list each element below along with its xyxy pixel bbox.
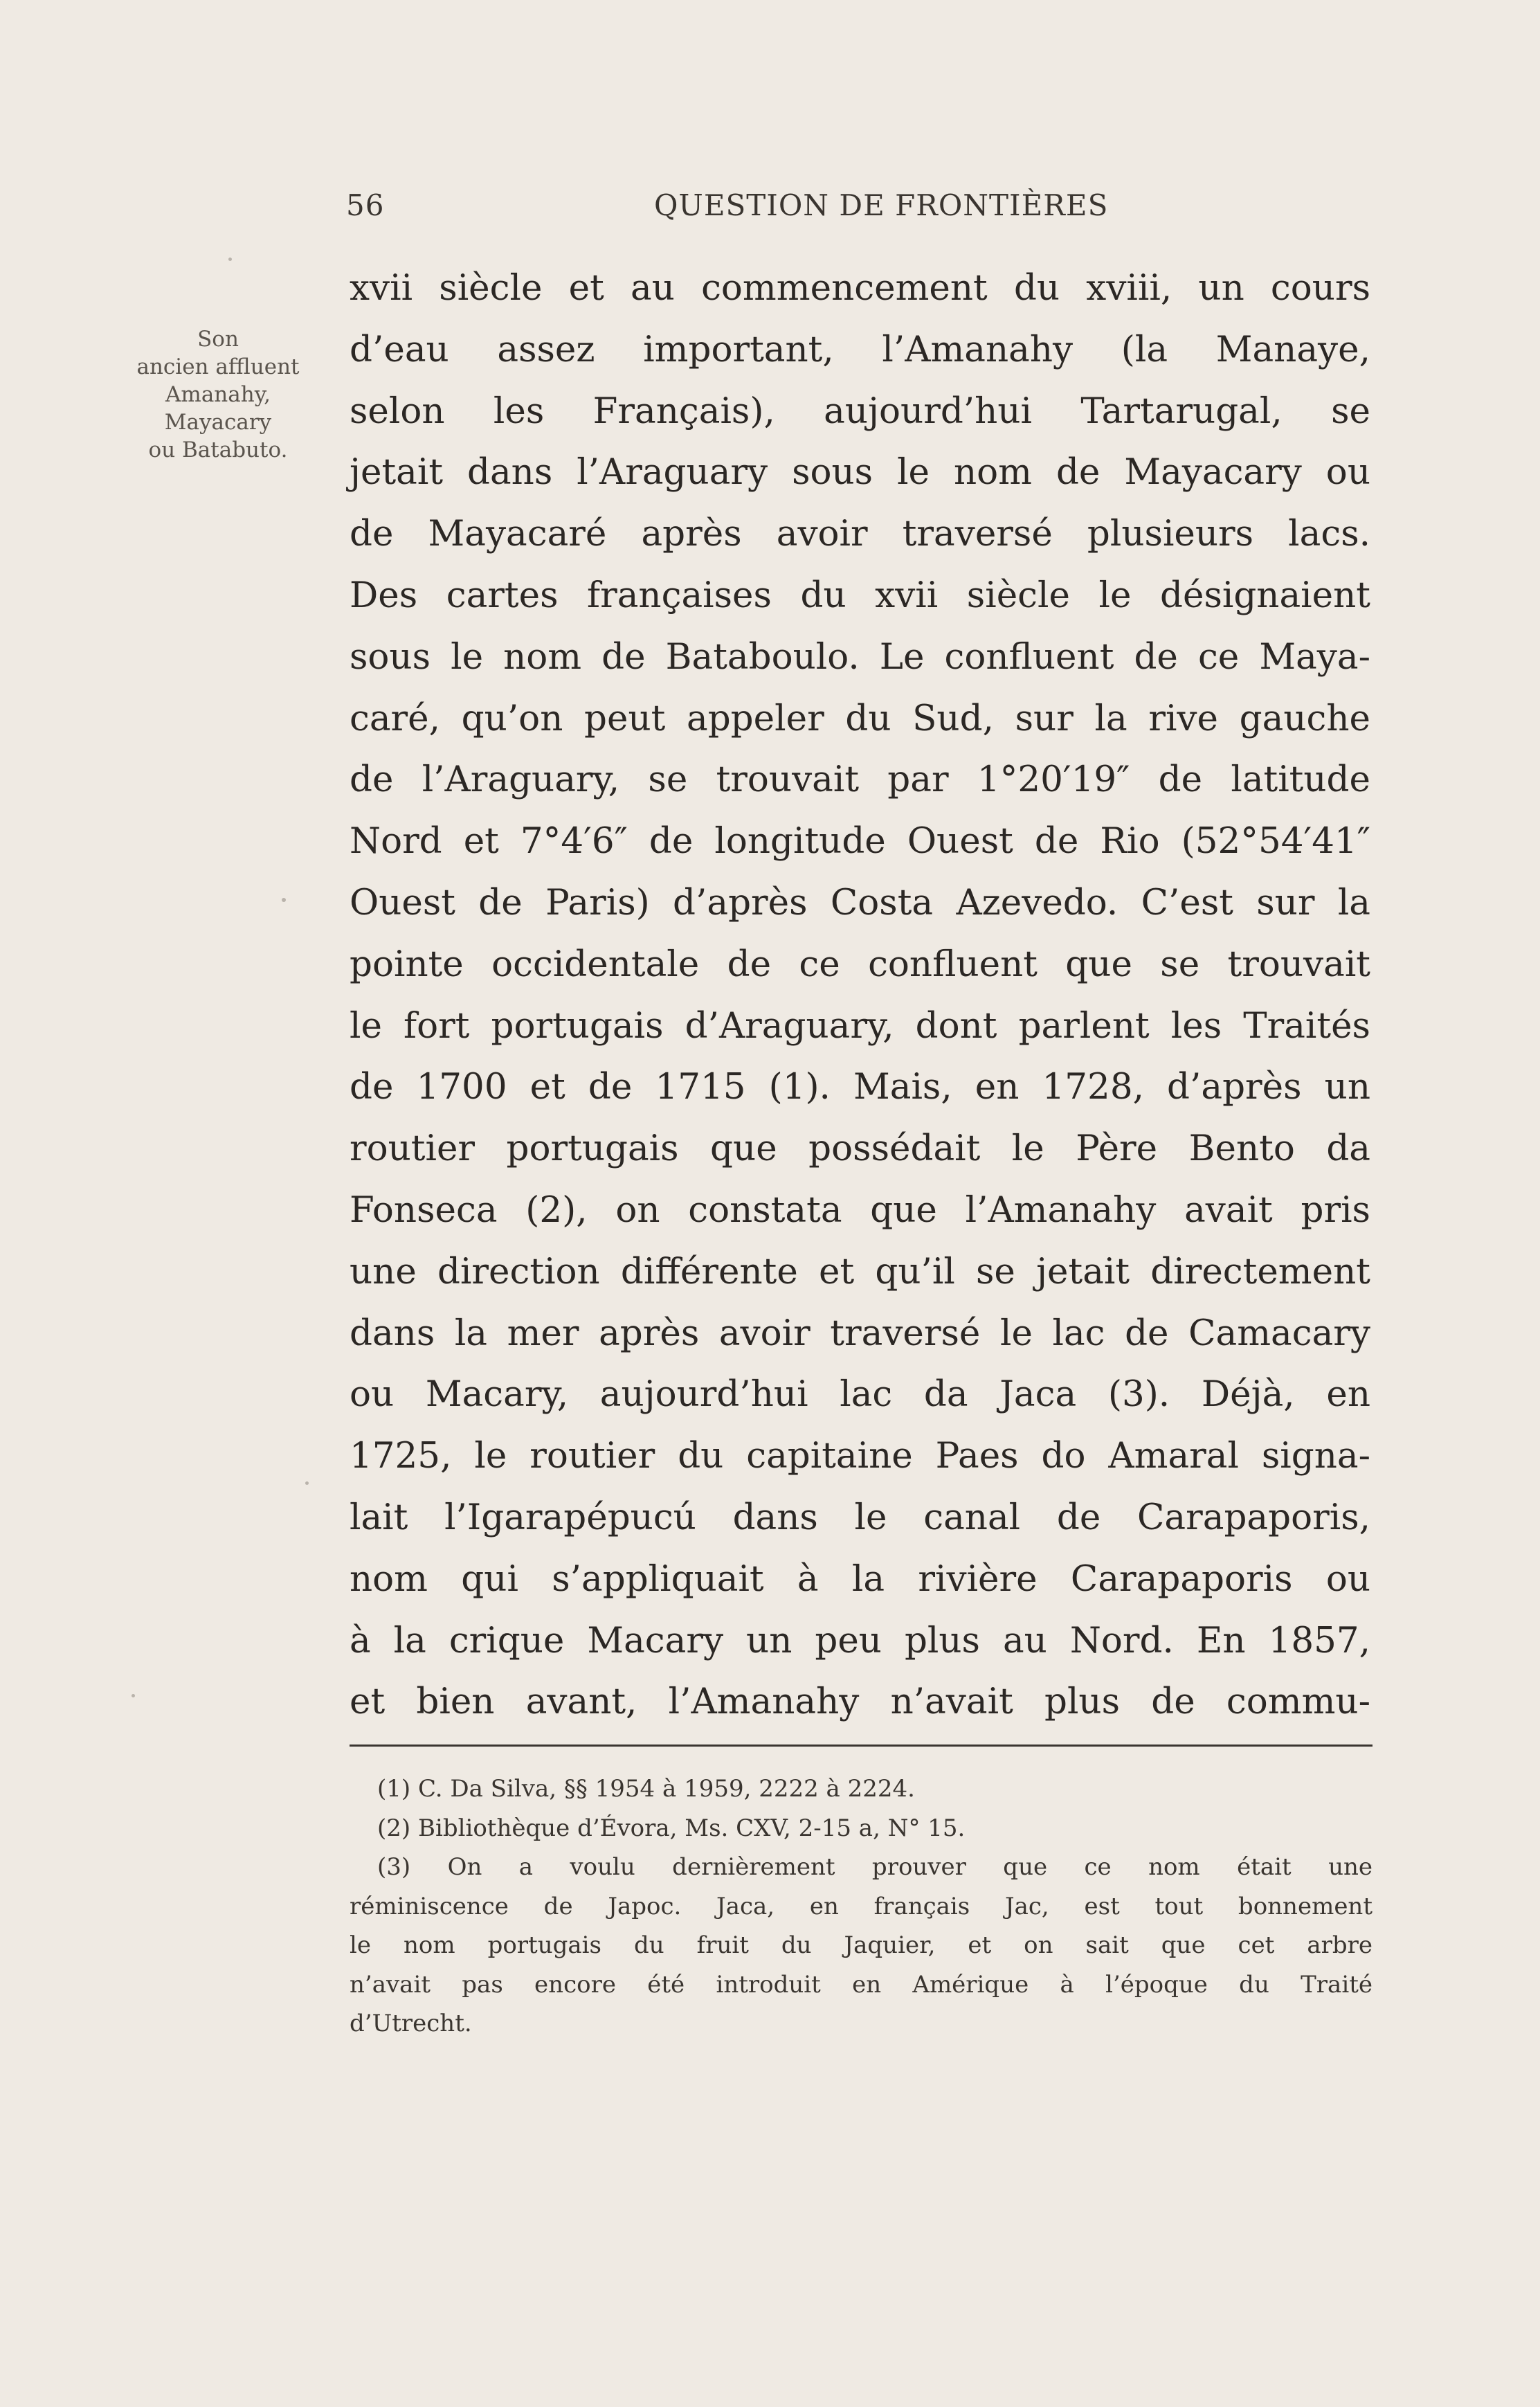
paper-speck <box>228 258 232 261</box>
body-line: dans la mer après avoir traversé le lac de Camacary <box>350 1312 1370 1354</box>
body-line: nom qui s’appliquait à la rivière Carapaporis ou <box>350 1558 1370 1600</box>
body-line: de Mayacaré après avoir traversé plusieurs lacs. <box>350 513 1370 555</box>
footnote-rule <box>350 1745 1373 1747</box>
margin-note-line: Amanahy, <box>165 382 271 407</box>
margin-note-line: ou Batabuto. <box>148 438 288 462</box>
running-title: QUESTION DE FRONTIÈRES <box>654 188 1109 222</box>
margin-note <box>104 325 332 464</box>
margin-note-line: Mayacary <box>164 410 272 435</box>
body-line: Fonseca (2), on constata que l’Amanahy avait pris <box>350 1189 1370 1231</box>
body-line: une direction différente et qu’il se jetait directement <box>350 1250 1370 1292</box>
footnote-1: (1) C. Da Silva, §§ 1954 à 1959, 2222 à 2224. <box>377 1775 915 1803</box>
paper-speck <box>132 1694 135 1697</box>
body-line: Ouest de Paris) d’après Costa Azevedo. C’est sur la <box>350 881 1370 923</box>
body-line: ou Macary, aujourd’hui lac da Jaca (3). Déjà, en <box>350 1373 1370 1416</box>
body-line: Des cartes françaises du xvii siècle le désignaient <box>350 574 1370 616</box>
footnote-3-line: réminiscence de Japoc. Jaca, en français Jac, est tout bonnement <box>350 1892 1373 1920</box>
footnote-3-line: le nom portugais du fruit du Jaquier, et on sait que cet arbre <box>350 1931 1373 1959</box>
body-line: selon les Français), aujourd’hui Tartarugal, se <box>350 390 1370 432</box>
body-line: et bien avant, l’Amanahy n’avait plus de commu- <box>350 1681 1370 1723</box>
margin-note-line: Son <box>197 327 239 352</box>
footnotes <box>350 1769 1373 2044</box>
body-line: pointe occidentale de ce confluent que se trouvait <box>350 943 1370 985</box>
body-line: sous le nom de Bataboulo. Le confluent de ce Maya- <box>350 635 1370 678</box>
margin-note-line: ancien affluent <box>136 354 300 379</box>
footnote-3: (3) On a voulu dernièrement prouver que ce nom était une <box>377 1853 1373 1881</box>
paper-speck <box>305 1481 309 1485</box>
body-line: jetait dans l’Araguary sous le nom de Mayacary ou <box>350 451 1370 494</box>
footnote-2: (2) Bibliothèque d’Évora, Ms. CXV, 2-15 a, N° 15. <box>377 1814 966 1842</box>
page-number: 56 <box>346 188 385 222</box>
body-line: le fort portugais d’Araguary, dont parlent les Traités <box>350 1004 1370 1047</box>
footnote-3-line: n’avait pas encore été introduit en Amérique à l’époque du Traité <box>350 1970 1373 1999</box>
body-line: d’eau assez important, l’Amanahy (la Manaye, <box>350 328 1370 370</box>
body-line: 1725, le routier du capitaine Paes do Amaral signa- <box>350 1435 1370 1477</box>
body-text <box>350 258 1370 1733</box>
body-line: caré, qu’on peut appeler du Sud, sur la rive gauche <box>350 697 1370 739</box>
body-line: routier portugais que possédait le Père Bento da <box>350 1128 1370 1170</box>
body-line: de 1700 et de 1715 (1). Mais, en 1728, d’après un <box>350 1066 1370 1108</box>
body-line: à la crique Macary un peu plus au Nord. En 1857, <box>350 1619 1370 1661</box>
body-line: lait l’Igarapépucú dans le canal de Carapaporis, <box>350 1496 1370 1538</box>
footnote-3-line: d’Utrecht. <box>350 2010 472 2037</box>
body-line: de l’Araguary, se trouvait par 1°20′19″ de latitude <box>350 759 1370 801</box>
body-line: xvii siècle et au commencement du xviii, un cours <box>350 267 1370 309</box>
body-line: Nord et 7°4′6″ de longitude Ouest de Rio (52°54′41″ <box>350 820 1370 863</box>
paper-speck <box>282 898 286 902</box>
